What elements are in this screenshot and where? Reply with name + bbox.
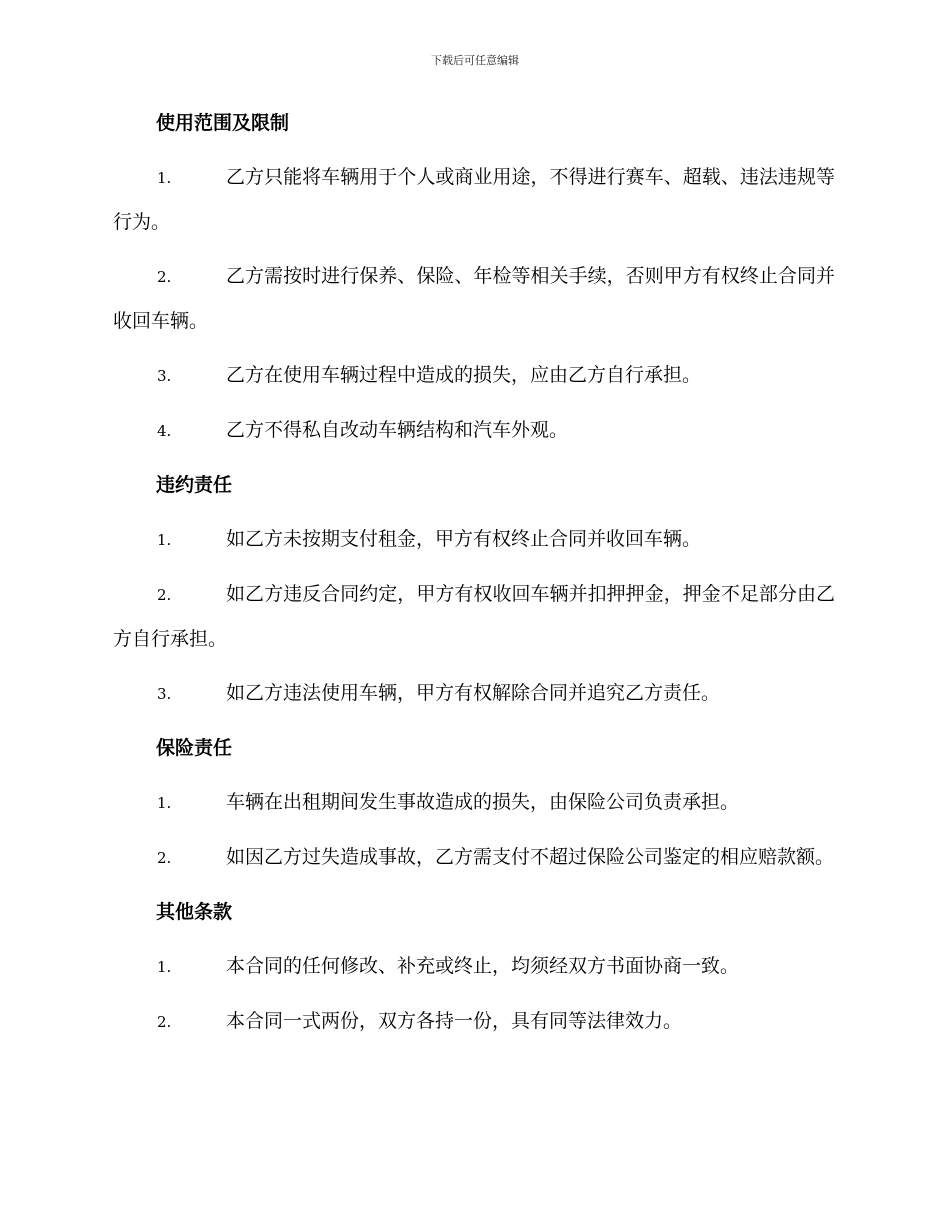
clause-number: 1.: [157, 169, 172, 187]
clause-text: 如乙方违法使用车辆，甲方有权解除合同并追究乙方责任。: [226, 682, 721, 704]
clause-number: 4.: [157, 422, 172, 440]
section-usage-scope: [113, 110, 835, 453]
clause-text: 乙方在使用车辆过程中造成的损失，应由乙方自行承担。: [226, 364, 702, 386]
section-heading: 使用范围及限制: [156, 112, 290, 134]
clause-number: 1.: [157, 794, 172, 812]
clause-number: 1.: [157, 958, 172, 976]
clause-item: [113, 517, 835, 562]
clause-item: [113, 408, 835, 453]
clause-text: 乙方需按时进行保养、保险、年检等相关手续，否则甲方有权终止合同并收回车辆。: [113, 265, 835, 332]
section-heading: 保险责任: [156, 737, 233, 759]
clause-text: 车辆在出租期间发生事故造成的损失，由保险公司负责承担。: [226, 791, 740, 813]
clause-item: [113, 999, 835, 1044]
clause-text: 乙方只能将车辆用于个人或商业用途，不得进行赛车、超载、违法违规等行为。: [113, 166, 835, 233]
section-heading: 违约责任: [156, 474, 233, 496]
clause-item: [113, 572, 835, 661]
clause-item: [113, 353, 835, 398]
clause-text: 乙方不得私自改动车辆结构和汽车外观。: [226, 419, 569, 441]
clause-number: 3.: [157, 367, 172, 385]
clause-item: [113, 155, 835, 244]
clause-number: 2.: [157, 849, 172, 867]
clause-number: 2.: [157, 1013, 172, 1031]
clause-item: [113, 944, 835, 989]
page-header: 下载后可任意编辑: [431, 54, 519, 67]
section-heading: 其他条款: [156, 901, 233, 923]
section-other-terms: [113, 899, 835, 1044]
clause-number: 2.: [157, 268, 172, 286]
clause-item: [113, 835, 835, 880]
clause-item: [113, 254, 835, 343]
section-breach-liability: [113, 472, 835, 716]
clause-text: 本合同的任何修改、补充或终止，均须经双方书面协商一致。: [226, 955, 740, 977]
clause-text: 如乙方违反合同约定，甲方有权收回车辆并扣押押金，押金不足部分由乙方自行承担。: [113, 583, 835, 650]
clause-number: 3.: [157, 685, 172, 703]
clause-item: [113, 780, 835, 825]
clause-text: 如乙方未按期支付租金，甲方有权终止合同并收回车辆。: [226, 528, 702, 550]
document-body: [113, 110, 835, 1063]
clause-number: 2.: [157, 586, 172, 604]
clause-text: 如因乙方过失造成事故，乙方需支付不超过保险公司鉴定的相应赔款额。: [226, 846, 835, 868]
clause-number: 1.: [157, 531, 172, 549]
clause-item: [113, 671, 835, 716]
section-insurance-liability: [113, 735, 835, 880]
clause-text: 本合同一式两份，双方各持一份，具有同等法律效力。: [226, 1010, 683, 1032]
